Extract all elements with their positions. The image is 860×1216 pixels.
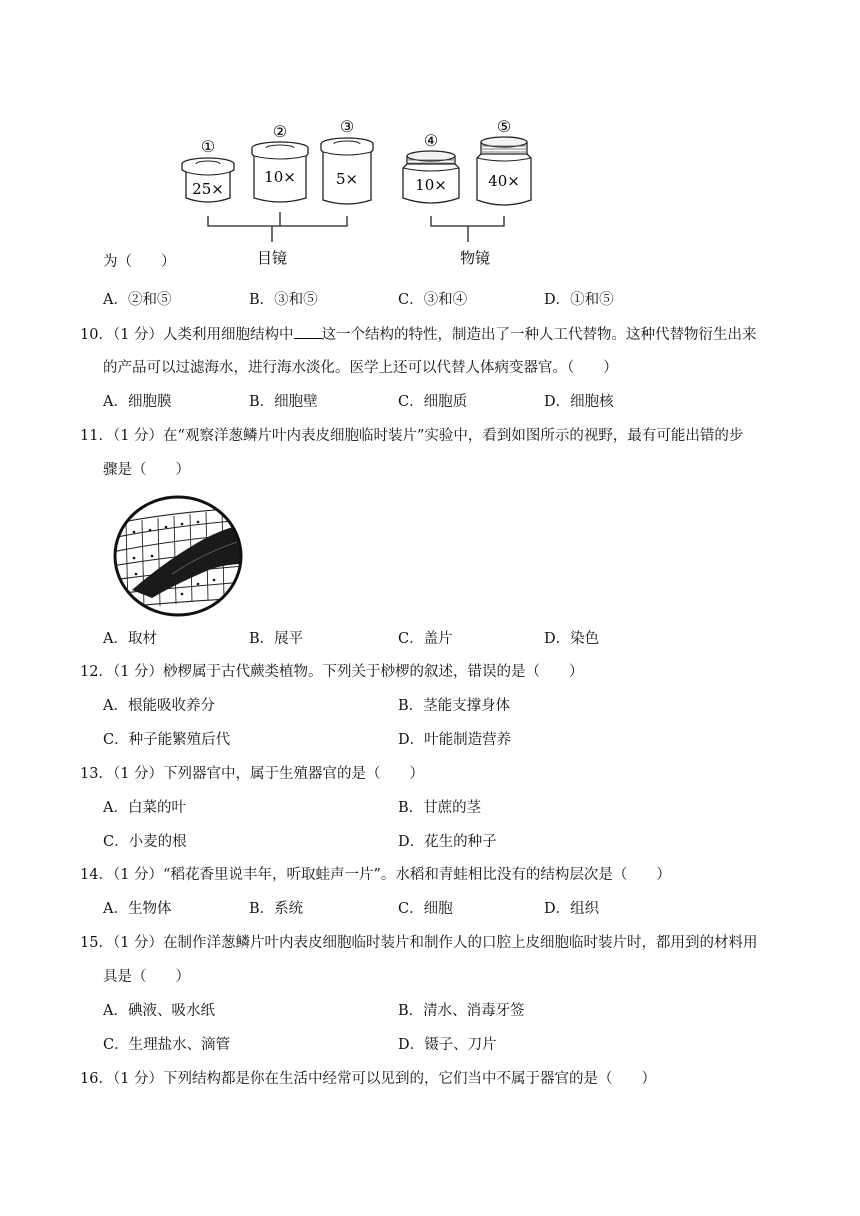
q11-line1: 11．（1 分）在“观察洋葱鳞片叶内表皮细胞临时装片”实验中，看到如图所示的视野，最有可能出错的步: [80, 428, 744, 444]
q11-option-d[interactable]: D．染色: [544, 631, 600, 647]
q15-option-b[interactable]: B．清水、消毒牙签: [398, 1003, 525, 1019]
q12-option-c[interactable]: C．种子能繁殖后代: [103, 732, 231, 748]
eyepiece-label: 目镜: [256, 249, 288, 267]
q14-option-a[interactable]: A．生物体: [103, 901, 172, 917]
q15-option-a[interactable]: A．碘液、吸水纸: [103, 1003, 215, 1019]
q14-option-b[interactable]: B．系统: [249, 901, 304, 917]
q13-option-d[interactable]: D．花生的种子: [398, 834, 497, 850]
q9-option-b[interactable]: B．③和⑤: [249, 292, 318, 308]
lens-3-magnification: 5×: [335, 170, 359, 188]
q13-option-c[interactable]: C．小麦的根: [103, 834, 187, 850]
q10-option-a[interactable]: A．细胞膜: [103, 394, 172, 410]
lens-3: [321, 117, 373, 204]
q11-line2: 骤是（ ）: [103, 462, 190, 478]
q10-line1: [80, 324, 757, 345]
lens-4-magnification: 10×: [415, 176, 447, 194]
q14-option-c[interactable]: C．细胞: [398, 901, 453, 917]
q14-line1: 14．（1 分）“稻花香里说丰年，听取蛙声一片”。水稻和青蛙相比没有的结构层次是（ ）: [80, 867, 671, 883]
lens-5: [477, 117, 531, 205]
lens-3-number: ③: [339, 117, 355, 136]
q10-line2: 的产品可以过滤海水，进行海水淡化。医学上还可以代替人体病变器官。（ ）: [103, 360, 618, 376]
q11-option-c[interactable]: C．盖片: [398, 631, 453, 647]
q11-option-a[interactable]: A．取材: [103, 631, 157, 647]
q10-option-c[interactable]: C．细胞质: [398, 394, 468, 410]
lens-5-magnification: 40×: [488, 172, 520, 190]
q10-option-d[interactable]: D．细胞核: [544, 394, 614, 410]
q14-option-d[interactable]: D．组织: [544, 901, 600, 917]
lens-1-magnification: 25×: [192, 180, 224, 198]
objective-label: 物镜: [459, 249, 491, 267]
q13-option-a[interactable]: A．白菜的叶: [103, 800, 186, 816]
q12-option-a[interactable]: A．根能吸收养分: [103, 698, 215, 714]
lens-2-number: ②: [272, 122, 288, 141]
q12-option-d[interactable]: D．叶能制造营养: [398, 732, 512, 748]
q10-option-b[interactable]: B．细胞壁: [249, 394, 318, 410]
q12-line1: 12．（1 分）桫椤属于古代蕨类植物。下列关于桫椤的叙述，错误的是（ ）: [80, 664, 584, 680]
q15-option-c[interactable]: C．生理盐水、滴管: [103, 1037, 231, 1053]
q15-line2: 具是（ ）: [103, 969, 190, 985]
q10-blank: [294, 324, 322, 339]
q15-line1: 15．（1 分）在制作洋葱鳞片叶内表皮细胞临时装片和制作人的口腔上皮细胞临时装片时，都用到的材料用: [80, 935, 758, 951]
q16-line1: 16．（1 分）下列结构都是你在生活中经常可以见到的，它们当中不属于器官的是（ ）: [80, 1071, 657, 1087]
q9-option-d[interactable]: D．①和⑤: [544, 292, 614, 308]
q10-stem-end: 这一个结构的特性，制造出了一种人工代替物。这种代替物衍生出来: [321, 327, 757, 343]
q11-option-b[interactable]: B．展平: [249, 631, 304, 647]
lens-2-magnification: 10×: [264, 168, 296, 186]
q9-tail: 为（ ）: [103, 254, 176, 270]
q13-option-b[interactable]: B．甘蔗的茎: [398, 800, 482, 816]
lens-1-number: ①: [200, 137, 216, 156]
q10-stem-start: 10．（1 分）人类利用细胞结构中: [80, 327, 294, 343]
q12-option-b[interactable]: B．茎能支撑身体: [398, 698, 511, 714]
lens-4: [403, 131, 459, 203]
lens-2: [252, 122, 308, 202]
q15-option-d[interactable]: D．镊子、刀片: [398, 1037, 497, 1053]
microscope-view-figure: [112, 494, 244, 618]
q9-option-c[interactable]: C．③和④: [398, 292, 468, 308]
q9-option-a[interactable]: A．②和⑤: [103, 292, 172, 308]
lens-figure: [170, 112, 550, 272]
lens-1: [182, 137, 234, 202]
lens-4-number: ④: [423, 131, 439, 150]
q13-line1: 13．（1 分）下列器官中，属于生殖器官的是（ ）: [80, 766, 425, 782]
lens-5-number: ⑤: [496, 117, 512, 136]
